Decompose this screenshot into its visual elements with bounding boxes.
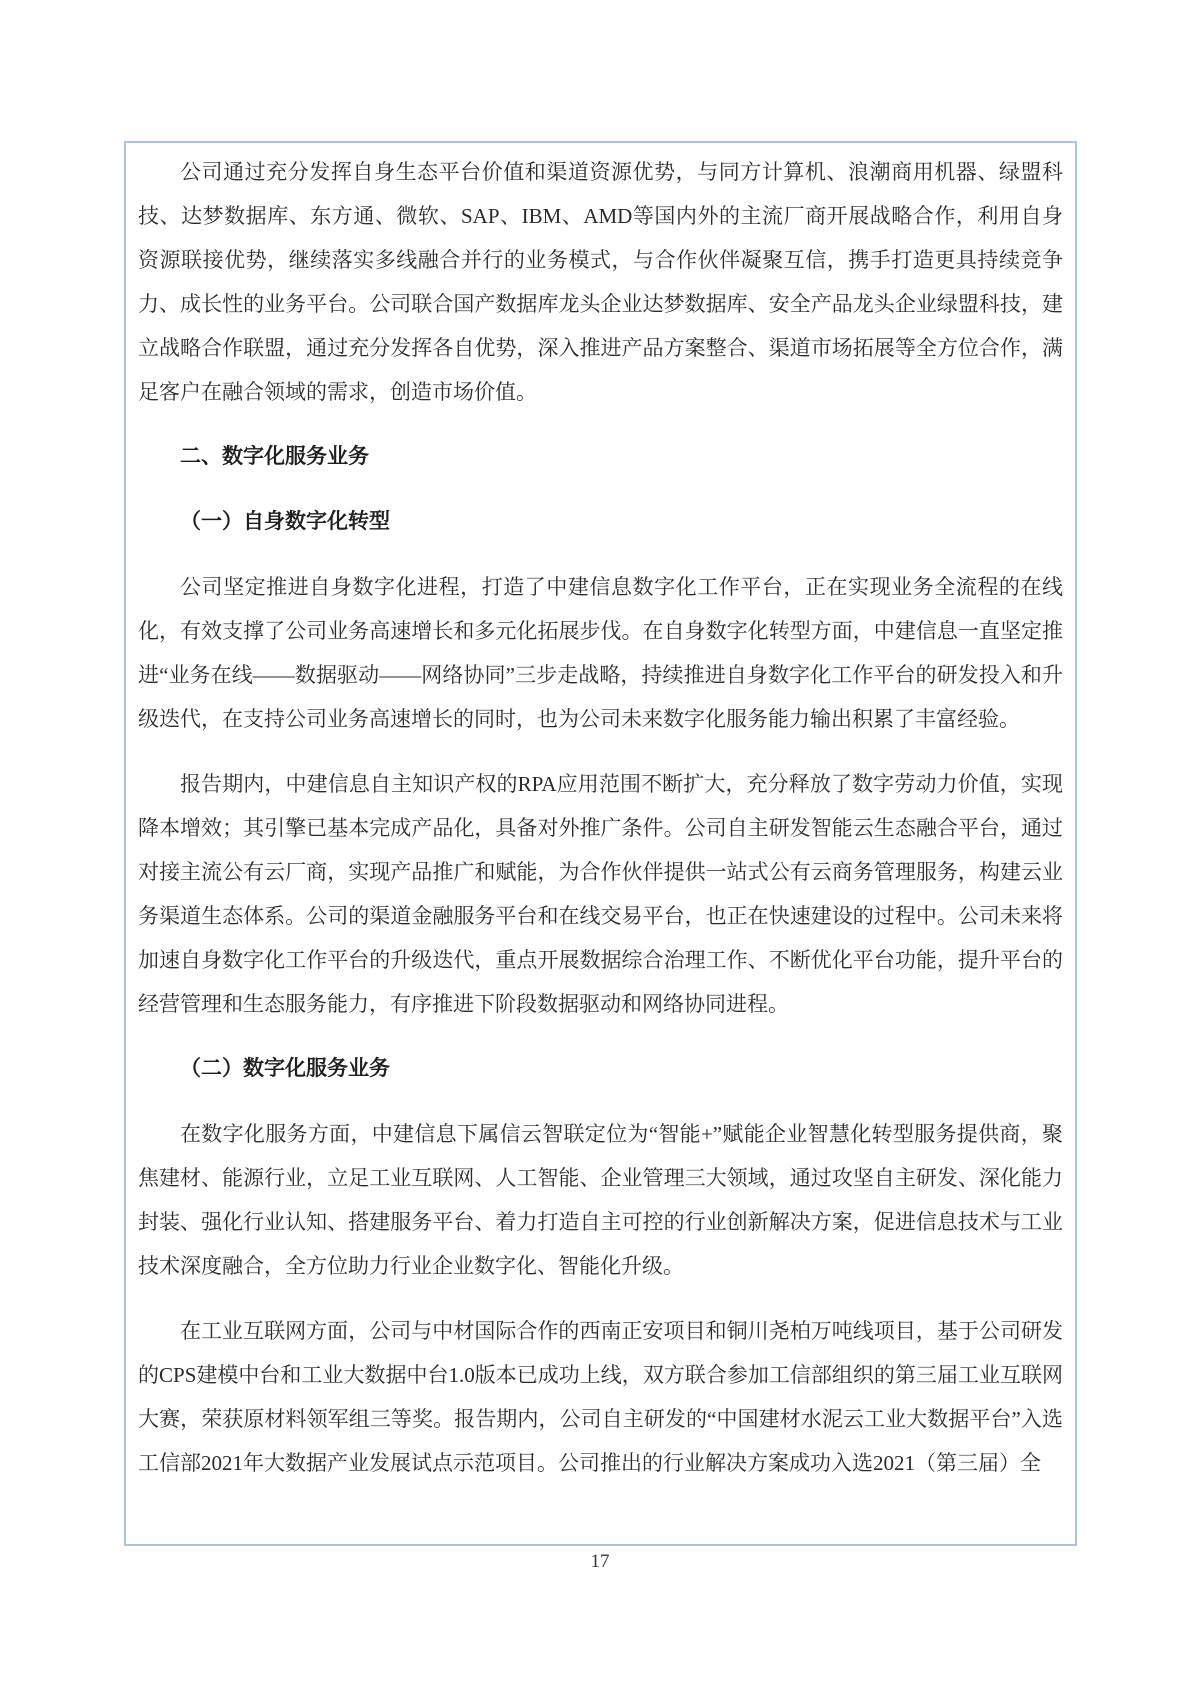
paragraph-digital-work-platform: 公司坚定推进自身数字化进程，打造了中建信息数字化工作平台，正在实现业务全流程的在线化，有效支撑了公司业务高速增长和多元化拓展步伐。在自身数字化转型方面，中建信息一直坚定推进“业务在线——数据驱动——网络协同”三步走战略，持续推进自身数字化工作平台的研发投入和升级迭代，在支持公司业务高速增长的同时，也为公司未来数字化服务能力输出积累了丰富经验。 [138,575,1063,731]
section-heading-digital-services: 二、数字化服务业务 [180,445,369,468]
content-border-box [124,141,1077,1546]
subsection-heading-own-digital-transformation: （一）自身数字化转型 [180,510,390,533]
page-number: 17 [590,1551,610,1572]
paragraph-rpa-cloud-ecosystem: 报告期内，中建信息自主知识产权的RPA应用范围不断扩大，充分释放了数字劳动力价值，实现降本增效；其引擎已基本完成产品化，具备对外推广条件。公司自主研发智能云生态融合平台，通过对接主流公有云厂商，实现产品推广和赋能，为合作伙伴提供一站式公有云商务管理服务，构建云业务渠道生态体系。公司的渠道金融服务平台和在线交易平台，也正在快速建设的过程中。公司未来将加速自身数字化工作平台的升级迭代，重点开展数据综合治理工作、不断优化平台功能，提升平台的经营管理和生态服务能力，有序推进下阶段数据驱动和网络协同进程。 [138,772,1063,1016]
paragraph-industrial-internet: 在工业互联网方面，公司与中材国际合作的西南正安项目和铜川尧柏万吨线项目，基于公司研发的CPS建模中台和工业大数据中台1.0版本已成功上线，双方联合参加工信部组织的第三届工业互联网大赛，荣获原材料领军组三等奖。报告期内，公司自主研发的“中国建材水泥云工业大数据平台”入选工信部2021年大数据产业发展试点示范项目。公司推出的行业解决方案成功入选2021（第三届）全 [138,1319,1063,1475]
subsection-heading-digital-service-business: （二）数字化服务业务 [180,1057,390,1080]
paragraph-smart-plus-services: 在数字化服务方面，中建信息下属信云智联定位为“智能+”赋能企业智慧化转型服务提供商，聚焦建材、能源行业，立足工业互联网、人工智能、企业管理三大领域，通过攻坚自主研发、深化能力封装、强化行业认知、搭建服务平台、着力打造自主可控的行业创新解决方案，促进信息技术与工业技术深度融合，全方位助力行业企业数字化、智能化升级。 [138,1122,1063,1278]
paragraph-strategic-cooperation: 公司通过充分发挥自身生态平台价值和渠道资源优势，与同方计算机、浪潮商用机器、绿盟科技、达梦数据库、东方通、微软、SAP、IBM、AMD等国内外的主流厂商开展战略合作，利用自身资源联接优势，继续落实多线融合并行的业务模式，与合作伙伴凝聚互信，携手打造更具持续竞争力、成长性的业务平台。公司联合国产数据库龙头企业达梦数据库、安全产品龙头企业绿盟科技，建立战略合作联盟，通过充分发挥各自优势，深入推进产品方案整合、渠道市场拓展等全方位合作，满足客户在融合领域的需求，创造市场价值。 [138,160,1063,404]
